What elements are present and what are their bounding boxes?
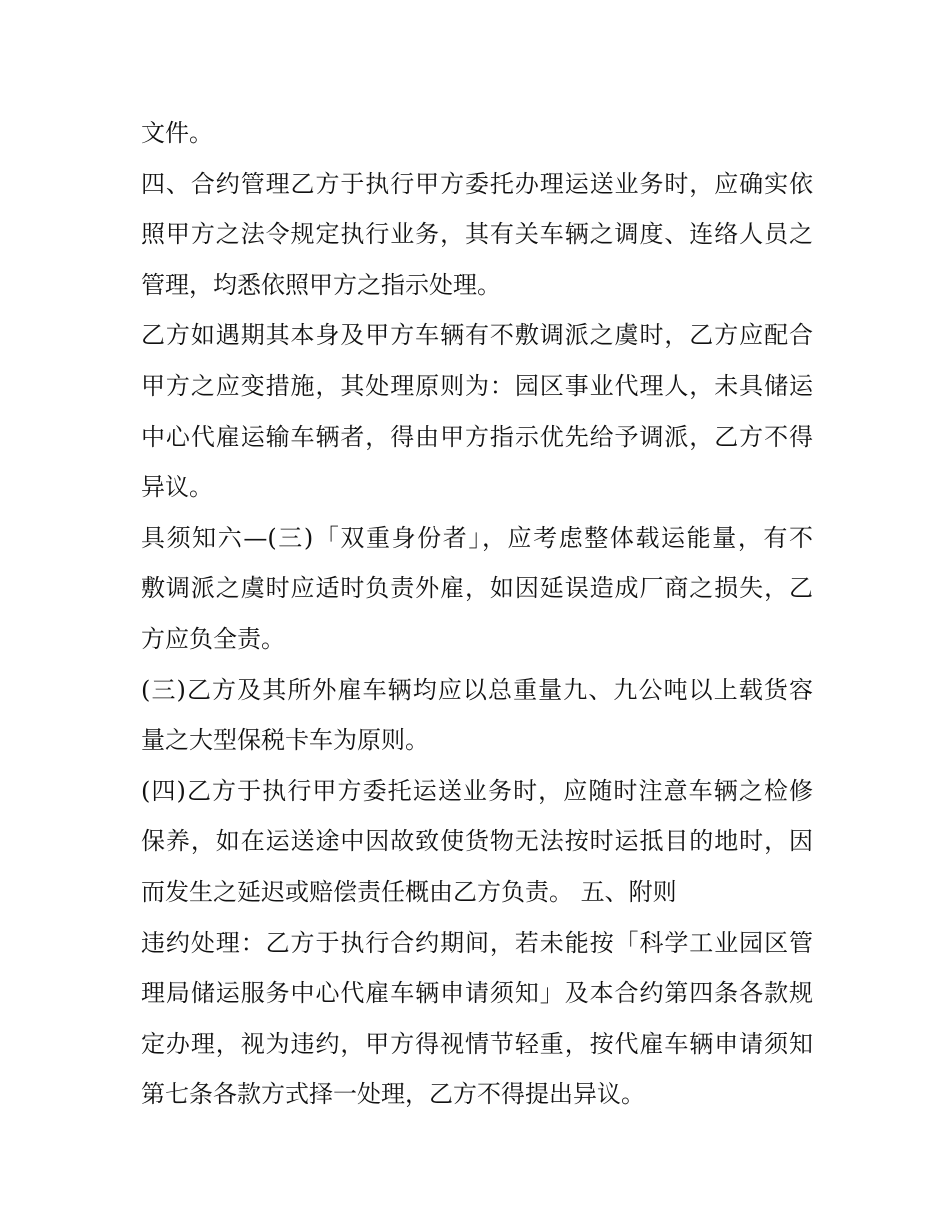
text-line: 方应负全责。 [141, 624, 285, 653]
text-line: 异议。 [141, 473, 213, 502]
text-line: 第七条各款方式择一处理，乙方不得提出异议。 [141, 1080, 645, 1109]
text-line: 量之大型保税卡车为原则。 [141, 726, 429, 755]
text-line: 而发生之延迟或赔偿责任概由乙方负责。 五、附则 [141, 877, 677, 906]
text-line: (四)乙方于执行甲方委托运送业务时，应随时注意车辆之检修 [141, 776, 813, 805]
text-line: 中心代雇运输车辆者，得由甲方指示优先给予调派，乙方不得 [141, 422, 813, 451]
text-line: 文件。 [141, 119, 213, 147]
text-line: 乙方如遇期其本身及甲方车辆有不敷调派之虞时，乙方应配合 [141, 321, 813, 350]
text-line: 管理，均悉依照甲方之指示处理。 [141, 270, 501, 299]
text-line: 敷调派之虞时应适时负责外雇，如因延误造成厂商之损失，乙 [141, 574, 813, 603]
text-line: 照甲方之法令规定执行业务，其有关车辆之调度、连络人员之 [141, 220, 813, 249]
text-line: 保养，如在运送途中因故致使货物无法按时运抵目的地时，因 [141, 827, 813, 856]
text-line: 四、合约管理乙方于执行甲方委托办理运送业务时，应确实依 [141, 169, 813, 198]
text-line: 具须知六—(三)「双重身份者」，应考虑整体载运能量，有不 [141, 523, 813, 552]
text-line: 甲方之应变措施，其处理原则为：园区事业代理人，未具储运 [141, 371, 813, 400]
text-line: 违约处理：乙方于执行合约期间，若未能按「科学工业园区管 [141, 928, 813, 957]
text-line: 理局储运服务中心代雇车辆申请须知」及本合约第四条各款规 [141, 979, 813, 1008]
text-line: 定办理，视为违约，甲方得视情节轻重，按代雇车辆申请须知 [141, 1029, 813, 1058]
text-line: (三)乙方及其所外雇车辆均应以总重量九、九公吨以上载货容 [141, 675, 813, 704]
body-text [141, 108, 813, 1120]
